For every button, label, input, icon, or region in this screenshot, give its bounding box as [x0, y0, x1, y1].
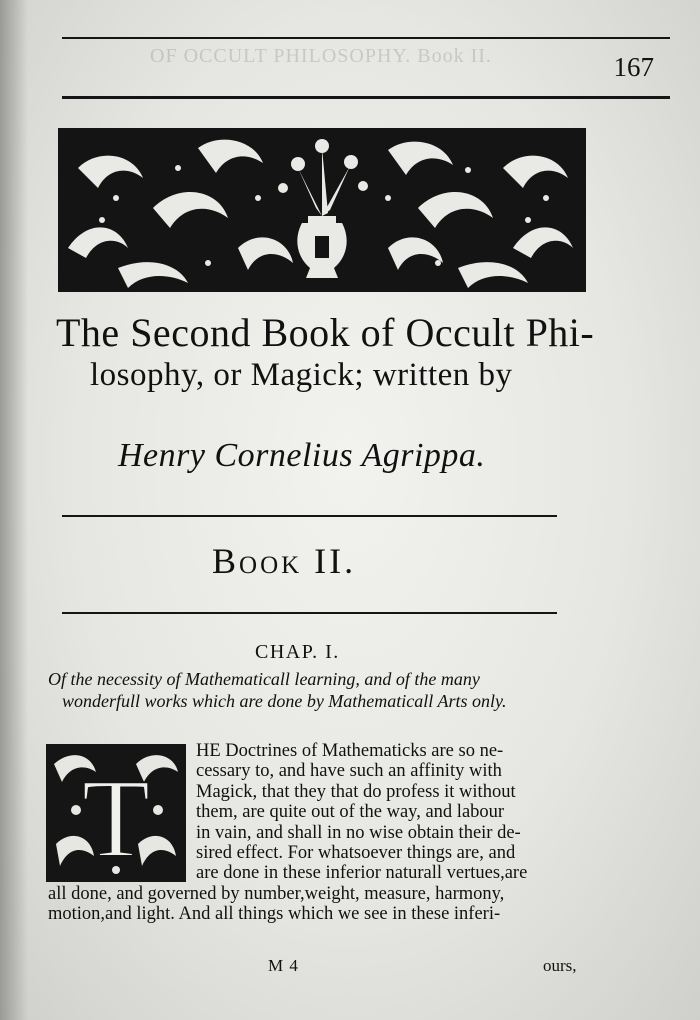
top-rule — [62, 37, 670, 39]
book-heading-bottom-rule — [62, 612, 557, 614]
chapter-label: CHAP. I. — [255, 641, 340, 663]
signature-mark: M 4 — [268, 956, 299, 975]
body-line: are done in these inferior naturall vertues,are — [196, 863, 528, 884]
page-gutter-shadow — [0, 0, 28, 1020]
book-title-line-2: losophy, or Magick; written by — [90, 357, 513, 393]
drop-cap-letter: T — [81, 757, 151, 881]
book-heading: Book II. — [212, 541, 357, 581]
header-rule — [62, 96, 670, 99]
chapter-body-text — [48, 741, 676, 925]
page-number: 167 — [613, 52, 654, 82]
body-line: cessary to, and have such an affinity with — [196, 761, 502, 782]
author-name: Henry Cornelius Agrippa. — [118, 437, 486, 474]
body-line: all done, and governed by number,weight, measure, harmony, — [48, 883, 505, 904]
catchword: ours, — [543, 956, 577, 975]
chapter-title-line-1: Of the necessity of Mathematicall learning, and of the many — [48, 669, 480, 689]
body-line: them, are quite out of the way, and labour — [196, 802, 505, 823]
book-title-line-1: The Second Book of Occult Phi- — [56, 310, 595, 355]
body-line: motion,and light. And all things which we see in these inferi- — [48, 904, 501, 925]
chapter-title-line-2: wonderfull works which are done by Mathematicall Arts only. — [62, 691, 507, 711]
body-line: sired effect. For whatsoever things are, and — [196, 843, 516, 864]
bleed-through-running-head: OF OCCULT PHILOSOPHY. Book II. — [150, 45, 492, 67]
chapter-title — [48, 668, 668, 712]
body-line: in vain, and shall in no wise obtain their de- — [196, 822, 521, 843]
woodcut-headpiece-ornament — [58, 128, 586, 292]
body-line: Magick, that they that do profess it without — [196, 781, 516, 802]
body-line: HE Doctrines of Mathematicks are so ne- — [196, 741, 504, 761]
book-heading-top-rule — [62, 515, 557, 517]
